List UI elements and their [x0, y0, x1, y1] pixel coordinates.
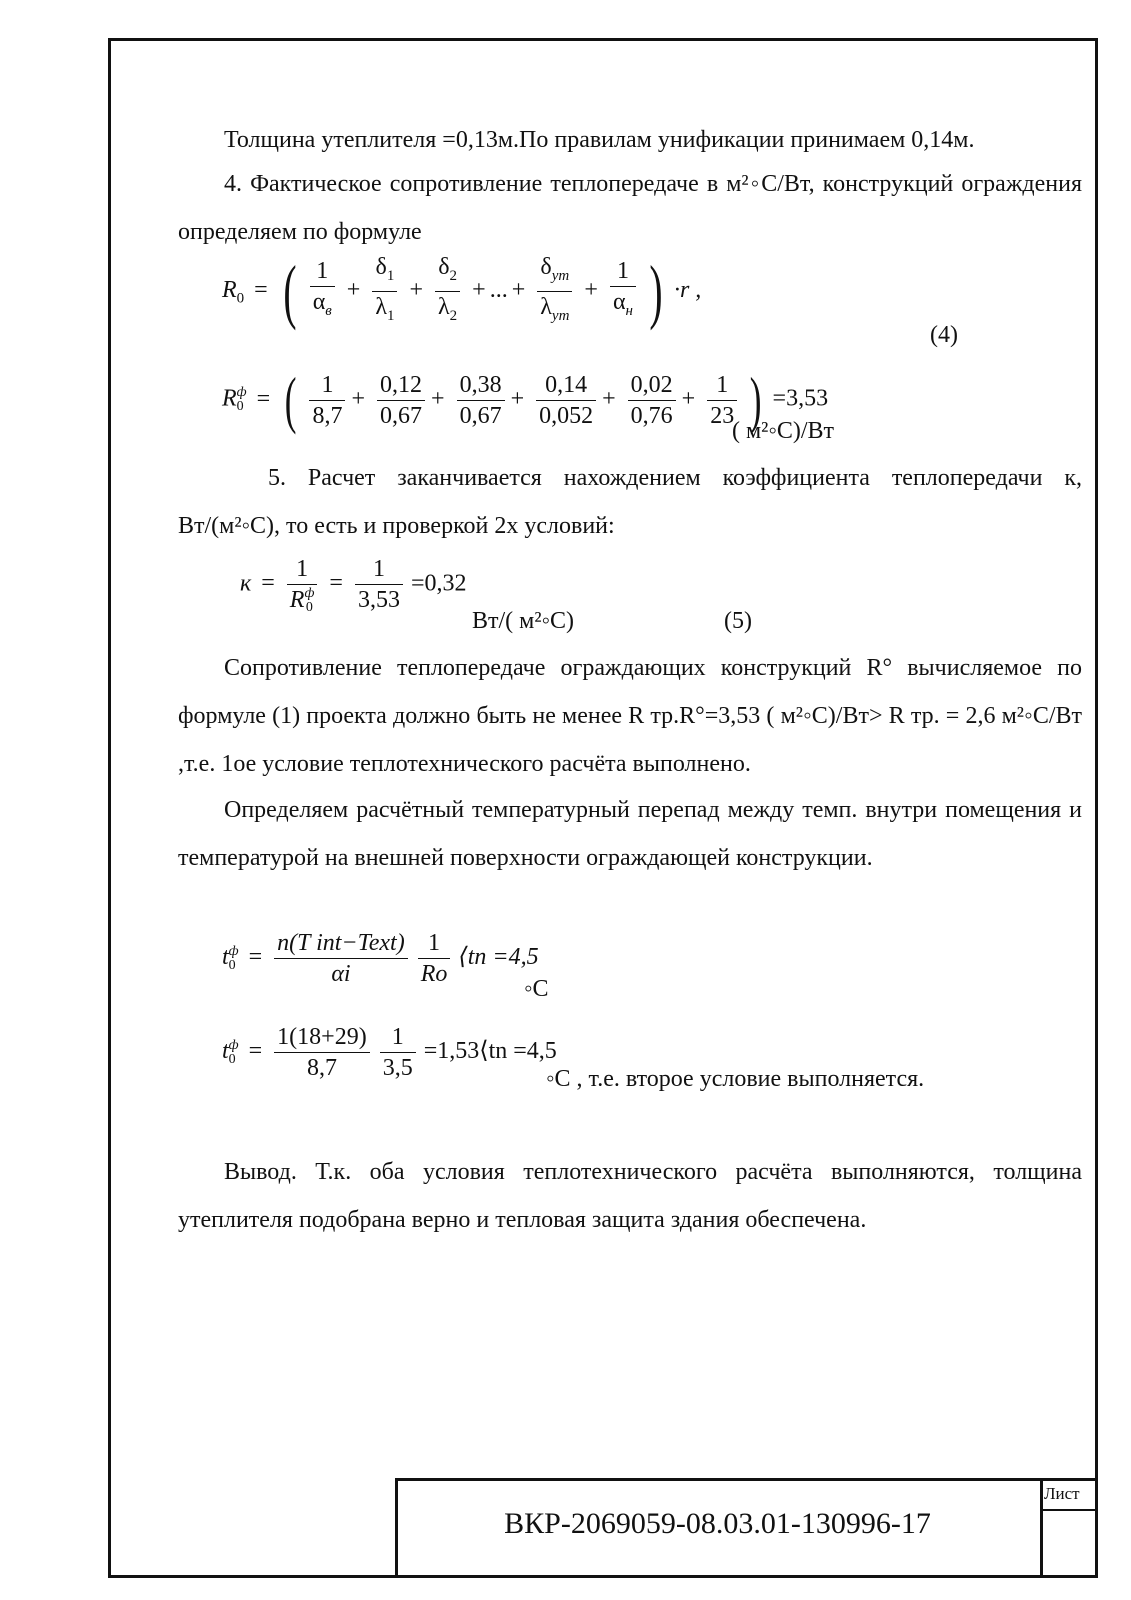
formula-4-unit: ( м²◦С)/Вт — [732, 418, 835, 444]
formula-5: к = 1 R ф 0 = $\frac{1}{3,53}$ =0,32 — [240, 556, 467, 616]
paragraph-conclusion: Вывод. Т.к. оба условия теплотехнического расчёта выполняются, толщина утеплителя подобрана верно и тепловая защита здания обеспечена. — [178, 1159, 1082, 1233]
paragraph-actual-resistance: 4. Фактическое сопротивление теплопередаче в м²◦С/Вт, конструкций ограждения определяем по формуле — [178, 171, 1082, 245]
paragraph-insulation-thickness: Толщина утеплителя =0,13м.По правилам унификации принимаем 0,14м. — [224, 127, 975, 153]
formula-4-number: (4) — [930, 322, 958, 348]
paragraph-heat-transfer-coefficient: 5. Расчет заканчивается нахождением коэффициента теплопередачи к, Вт/(м²◦С), то есть и проверкой 2х условий: — [178, 465, 1082, 539]
formula-temperature-calculation-unit: ◦С , т.е. второе условие выполняется. — [546, 1066, 925, 1092]
formula-5-number: (5) — [724, 608, 752, 634]
formula-temperature-calculation: t ф 0 = $\frac{1(18+29)}{8,7}$ $\frac{1}{3,5}$ =1,53⟨tn =4,5 — [222, 1024, 557, 1081]
formula-5-unit: Вт/( м²◦С) — [472, 608, 575, 634]
formula-4: $R_0$ = ( $\frac{1}{\alpha_в}$ + $\frac{\delta_1}{\lambda_1}$ + $\frac{\delta_2}{\lambda_2}$ + ... + $\frac{\delta_{ут}}{\lambda_{ут}}$ + $\frac{1}{\alpha_н}$ ) ·r , — [222, 251, 702, 332]
paragraph-temperature-drop: Определяем расчётный температурный перепад между темп. внутри помещения и температурой на внешней поверхности ограждающей конструкции. — [178, 797, 1082, 871]
sheet-label: Лист — [1044, 1484, 1080, 1503]
formula-temperature-drop-unit: ◦С — [524, 976, 549, 1002]
title-block-sheet-line — [1040, 1509, 1098, 1511]
formula-4-calculation: R ф 0 = ( $\frac{1}{8,7}$ + $\frac{0,12}{0,67}$ + $\frac{0,38}{0,67}$ + $\frac{0,14}{0,052}$ + $\frac{0,02}{0,76}$ + $\frac{1}{23}$ ) =3,53 — [222, 364, 829, 435]
document-code: ВКР-2069059-08.03.01-130996-17 — [504, 1507, 931, 1540]
formula-temperature-drop: t ф 0 = $\frac{\text{n(T int−Text)}}{\alpha i}$ $\frac{1}{Ro}$ ⟨tn =4,5 — [222, 930, 539, 987]
title-block-divider — [1040, 1478, 1043, 1578]
paragraph-resistance-check: Сопротивление теплопередаче ограждающих конструкций R° вычисляемое по формуле (1) проекта должно быть не менее R тр.R°=3,53 ( м²◦С)/Вт> R тр. = 2,6 м²◦С/Вт ,т.е. 1ое условие теплотехнического расчёта выполнено. — [178, 655, 1082, 777]
